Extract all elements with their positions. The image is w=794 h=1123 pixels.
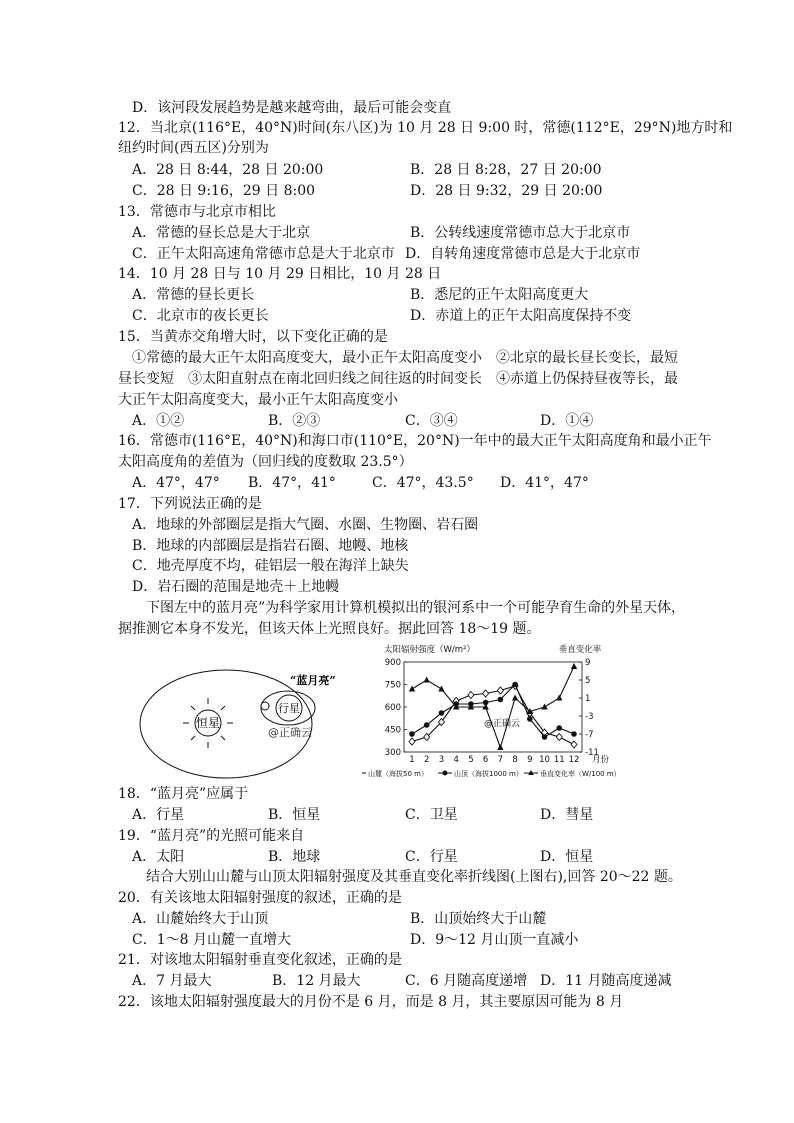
q21-option-d: D．11 月随高度递减 xyxy=(540,973,672,989)
q20-option-c: C．1～8 月山麓一直增大 xyxy=(132,932,291,948)
data-point-mountain-foot xyxy=(497,687,503,694)
orbit-diagram xyxy=(138,668,352,780)
q13-option-c: C．正午太阳高速角常德市总是大于北京市 xyxy=(132,246,395,262)
data-point-vertical-rate xyxy=(556,695,562,701)
q20-option-a: A．山麓始终大于山顶 xyxy=(132,911,269,927)
q20-stem: 20．有关该地太阳辐射强度的叙述，正确的是 xyxy=(118,890,402,906)
q18-option-a: A．行星 xyxy=(132,807,185,823)
intro-20-22: 结合大别山山麓与山顶太阳辐射强度及其垂直变化率折线图(上图右),回答 20～22 题。 xyxy=(146,869,682,885)
q20-option-d: D．9～12 月山顶一直减小 xyxy=(410,932,579,948)
q17-option-c: C．地壳厚度不均，硅铝层一般在海洋上缺失 xyxy=(132,558,409,574)
x-tick-label: 9 xyxy=(527,755,533,765)
q14-option-c: C．北京市的夜长更长 xyxy=(132,308,269,324)
x-tick-label: 10 xyxy=(539,755,550,765)
q13-option-a: A．常德的昼长总是大于北京 xyxy=(132,225,311,241)
data-point-mountain-foot xyxy=(409,738,415,745)
q21-option-a: A．7 月最大 xyxy=(132,973,212,989)
q13-option-b: B．公转线速度常德市总大于北京市 xyxy=(410,225,631,241)
series-line-1 xyxy=(412,686,574,745)
q16-stem-cont: 太阳高度角的差值为（回归线的度数取 23.5°） xyxy=(118,454,413,470)
q12-option-a: A．28 日 8:44，28 日 20:00 xyxy=(132,162,324,178)
intro-18-19-cont: 据推测它本身不发光，但该天体上光照良好。据此回答 18～19 题。 xyxy=(118,621,541,637)
q21-stem: 21．对该地太阳辐射垂直变化叙述，正确的是 xyxy=(118,952,402,968)
q15-statement-1: ①常德的最大正午太阳高度变大，最小正午太阳高度变小 ②北京的最长昼长变长，最短 xyxy=(132,350,678,366)
plot-frame xyxy=(404,662,582,752)
data-point-vertical-rate xyxy=(541,704,547,710)
y-right-tick-label: 5 xyxy=(585,676,591,686)
q22-stem: 22．该地太阳辐射强度最大的月份不是 6 月，而是 8 月，其主要原因可能为 8 月 xyxy=(118,994,624,1010)
radiation-chart xyxy=(362,640,622,784)
y-right-tick-label: -7 xyxy=(585,730,594,740)
x-tick-label: 2 xyxy=(424,755,430,765)
q15-statement-3: 大正午太阳高度变大，最小正午太阳高度变小 xyxy=(118,392,398,408)
data-point-mountain-foot xyxy=(556,734,562,741)
y-right-tick-label: -3 xyxy=(585,712,594,722)
legend-label-1: 山麓（海拔50 m） xyxy=(368,770,428,778)
data-point-vertical-rate xyxy=(424,677,430,683)
data-point-mountain-top xyxy=(439,710,445,716)
x-tick-label: 5 xyxy=(468,755,474,765)
q19-option-d: D．恒星 xyxy=(540,849,594,865)
x-tick-label: 8 xyxy=(512,755,518,765)
q19-stem: 19．“蓝月亮”的光照可能来自 xyxy=(118,828,305,844)
chart-watermark: @正确云 xyxy=(484,719,521,729)
q15-statement-2: 昼长变短 ③太阳直射点在南北回归线之间往返的时间变长 ④赤道上仍保持昼夜等长，最 xyxy=(118,371,678,387)
q21-option-b: B．12 月最大 xyxy=(272,973,361,989)
star-orbit xyxy=(140,670,312,778)
q14-option-b: B．悉尼的正午太阳高度更大 xyxy=(410,287,589,303)
q12-option-c: C．28 日 9:16，29 日 8:00 xyxy=(132,183,316,199)
x-tick-label: 11 xyxy=(553,755,565,765)
data-point-mountain-top xyxy=(498,697,504,703)
intro-18-19: 下图左中的蓝月亮”为科学家用计算机模拟出的银河系中一个可能孕育生命的外星天体， xyxy=(146,600,686,616)
x-tick-label: 1 xyxy=(409,755,415,765)
q19-option-a: A．太阳 xyxy=(132,849,185,865)
x-tick-label: 7 xyxy=(497,755,504,765)
q12-option-b: B．28 日 8:28，27 日 20:00 xyxy=(410,162,602,178)
q14-option-a: A．常德的昼长更长 xyxy=(132,287,255,303)
q16-option-b: B．47°，41° xyxy=(248,475,336,491)
q17-stem: 17．下列说法正确的是 xyxy=(118,496,262,512)
data-point-mountain-foot xyxy=(468,692,474,699)
option-prev-d: D．该河段发展趋势是越来越弯曲，最后可能会变直 xyxy=(132,100,452,116)
q18-option-c: C．卫星 xyxy=(405,807,458,823)
x-tick-label: 6 xyxy=(482,755,489,765)
data-point-mountain-foot xyxy=(483,690,489,697)
q14-option-d: D．赤道上的正午太阳高度保持不变 xyxy=(410,308,632,324)
x-tick-label: 3 xyxy=(438,755,445,765)
q12-option-d: D．28 日 9:32，29 日 20:00 xyxy=(410,183,603,199)
legend-marker-2 xyxy=(443,771,448,776)
data-point-mountain-top xyxy=(424,722,430,728)
q15-option-c: C．③④ xyxy=(405,413,458,429)
y-axis-left-label: 太阳辐射强度（W/m²） xyxy=(384,645,475,655)
q17-option-b: B．地球的内部圈层是指岩石圈、地幔、地核 xyxy=(132,538,409,554)
q13-stem: 13．常德市与北京市相比 xyxy=(118,204,276,220)
legend-label-3: 垂直变化率（W/100 m） xyxy=(540,770,621,778)
q19-option-c: C．行星 xyxy=(405,849,458,865)
q18-stem: 18．“蓝月亮”应属于 xyxy=(118,786,249,802)
data-point-vertical-rate xyxy=(497,744,503,750)
q18-option-b: B．恒星 xyxy=(268,807,321,823)
data-point-mountain-top xyxy=(556,725,562,731)
x-tick-label: 12 xyxy=(568,755,580,765)
data-point-vertical-rate xyxy=(438,686,444,692)
x-axis-label: 月份 xyxy=(592,755,610,765)
q16-option-a: A．47°，47° xyxy=(132,475,220,491)
q17-option-a: A．地球的外部圈层是指大气圈、水圈、生物圈、岩石圈 xyxy=(132,517,479,533)
x-tick-label: 4 xyxy=(453,755,459,765)
q16-option-d: D．41°，47° xyxy=(500,475,589,491)
y-left-tick-label: 300 xyxy=(384,748,401,758)
q20-option-b: B．山顶始终大于山麓 xyxy=(410,911,547,927)
q17-option-d: D．岩石圈的范围是地壳＋上地幔 xyxy=(132,579,340,595)
y-left-tick-label: 600 xyxy=(384,703,401,713)
y-axis-right-label: 垂直变化率 xyxy=(558,645,602,655)
q19-option-b: B．地球 xyxy=(268,849,321,865)
data-point-mountain-top xyxy=(512,682,518,688)
y-left-tick-label: 750 xyxy=(384,680,401,691)
star-label: 恒星 xyxy=(195,716,221,730)
q15-option-b: B．②③ xyxy=(268,413,321,429)
q15-option-a: A．①② xyxy=(132,413,185,429)
data-point-vertical-rate xyxy=(512,695,518,701)
q15-option-d: D．①④ xyxy=(540,413,594,429)
data-point-mountain-foot xyxy=(571,741,577,748)
data-point-mountain-top xyxy=(409,731,415,737)
blue-moon-label: “蓝月亮” xyxy=(290,674,336,687)
q12-stem-cont: 纽约时间(西五区)分别为 xyxy=(118,140,269,156)
planet-label: 行星 xyxy=(278,702,300,715)
q15-stem: 15．当黄赤交角增大时，以下变化正确的是 xyxy=(118,329,388,345)
legend-label-2: 山顶（海拔1000 m） xyxy=(454,770,523,778)
q13-option-d: D．自转角速度常德市总是大于北京市 xyxy=(405,246,641,262)
q12-stem: 12．当北京(116°E，40°N)时间(东八区)为 10 月 28 日 9:00 时，常德(112°E，29°N)地方时和 xyxy=(118,120,733,136)
data-point-vertical-rate xyxy=(409,686,415,692)
q18-option-d: D．彗星 xyxy=(540,807,594,823)
y-left-tick-label: 450 xyxy=(384,725,401,736)
y-left-tick-label: 900 xyxy=(384,658,401,668)
data-point-vertical-rate xyxy=(571,663,577,669)
series-line-3 xyxy=(412,667,574,748)
q16-stem: 16．常德市(116°E，40°N)和海口市(110°E，20°N)一年中的最大正午太阳高度角和最小正午 xyxy=(118,433,712,449)
diagram-watermark: @正确云 xyxy=(268,726,312,739)
y-right-tick-label: -11 xyxy=(585,748,599,758)
q14-stem: 14．10 月 28 日与 10 月 29 日相比，10 月 28 日 xyxy=(118,266,442,282)
y-right-tick-label: 9 xyxy=(585,658,591,668)
data-point-mountain-top xyxy=(527,716,533,722)
blue-moon-dot xyxy=(261,702,269,710)
data-point-mountain-top xyxy=(542,734,548,740)
q16-option-c: C．47°，43.5° xyxy=(372,475,474,491)
y-right-tick-label: 1 xyxy=(585,694,591,704)
data-point-mountain-top xyxy=(571,731,577,737)
q21-option-c: C．6 月随高度递增 xyxy=(405,973,528,989)
